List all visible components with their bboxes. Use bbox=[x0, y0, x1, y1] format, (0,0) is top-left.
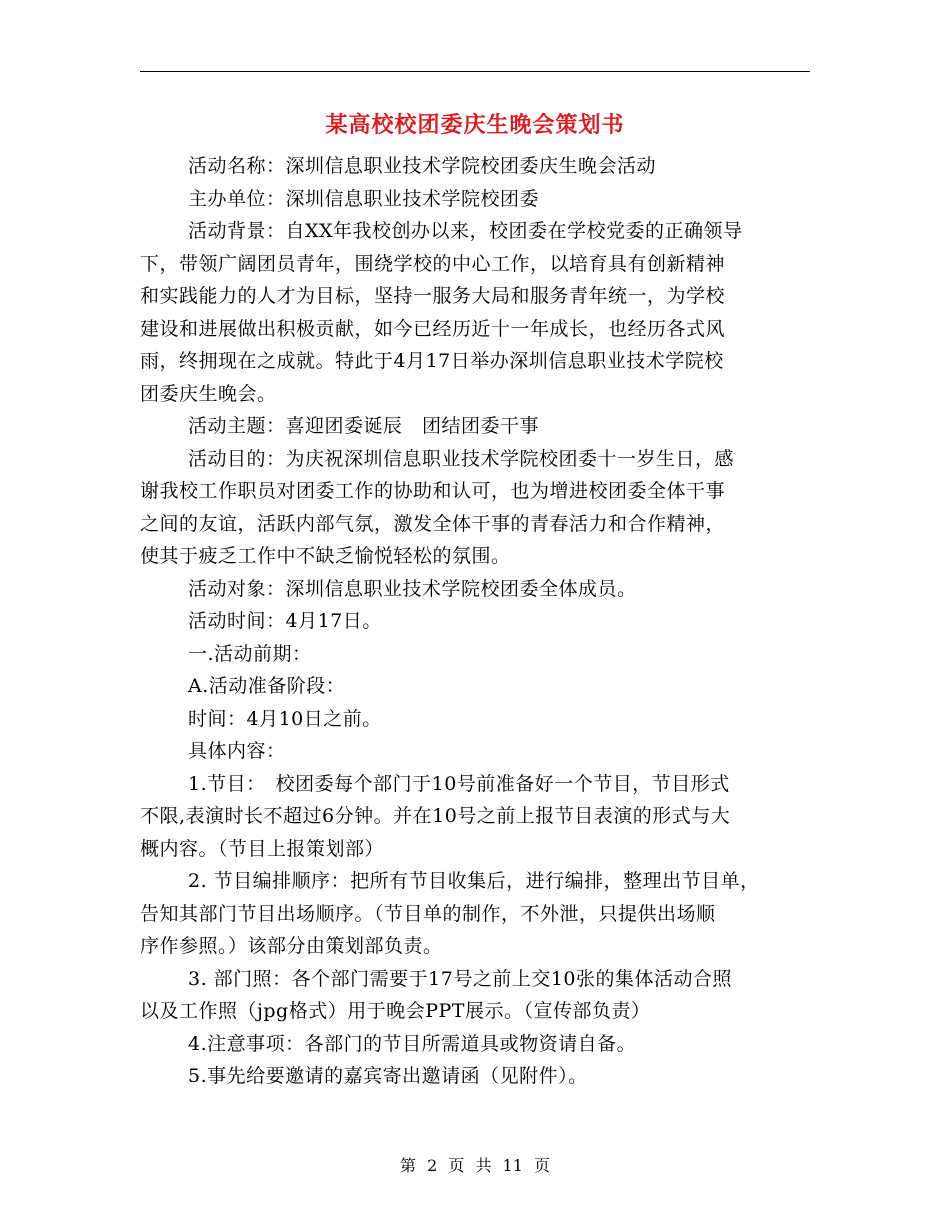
body-line: 以及工作照（jpg格式）用于晚会PPT展示。（宣传部负责） bbox=[140, 1000, 651, 1022]
body-line: 3. 部门照：各个部门需要于17号之前上交10张的集体活动合照 bbox=[188, 967, 733, 990]
body-line: 下，带领广阔团员青年，围绕学校的中心工作，以培育具有创新精神 bbox=[140, 252, 726, 275]
body-line: 不限,表演时长不超过6分钟。并在10号之前上报节目表演的形式与大 bbox=[140, 805, 731, 827]
body-line: 使其于疲乏工作中不缺乏愉悦轻松的氛围。 bbox=[140, 545, 511, 567]
body-line: 概内容。（节目上报策划部） bbox=[140, 837, 385, 860]
body-line: 一.活动前期： bbox=[188, 642, 312, 665]
body-line: 告知其部门节目出场顺序。（节目单的制作，不外泄，只提供出场顺 bbox=[140, 902, 716, 925]
body-line: 活动对象：深圳信息职业技术学院校团委全体成员。 bbox=[188, 577, 637, 600]
body-line: 时间：4月10日之前。 bbox=[188, 707, 382, 730]
header-rule bbox=[140, 71, 810, 72]
body-line: 5.事先给要邀请的嘉宾寄出邀请函（见附件）。 bbox=[188, 1065, 588, 1087]
body-line: 雨，终拥现在之成就。特此于4月17日举办深圳信息职业技术学院校 bbox=[140, 350, 724, 372]
body-line: 序作参照。）该部分由策划部负责。 bbox=[140, 935, 443, 957]
body-line: 团委庆生晚会。 bbox=[140, 382, 277, 405]
body-line: 活动时间：4月17日。 bbox=[188, 610, 382, 632]
body-line: 活动主题：喜迎团委诞辰 团结团委干事 bbox=[188, 415, 540, 437]
body-line: 4.注意事项：各部门的节目所需道具或物资请自备。 bbox=[188, 1032, 637, 1055]
body-line: 具体内容： bbox=[188, 740, 286, 762]
body-line: 1.节目： 校团委每个部门于10号前准备好一个节目，节目形式 bbox=[188, 772, 730, 795]
body-line: 主办单位：深圳信息职业技术学院校团委 bbox=[188, 187, 540, 210]
document-title: 某高校校团委庆生晚会策划书 bbox=[325, 112, 625, 138]
body-line: 活动名称：深圳信息职业技术学院校团委庆生晚会活动 bbox=[188, 155, 657, 177]
page-footer: 第 2 页 共 11 页 bbox=[400, 1156, 550, 1175]
body-line: 建设和进展做出积极贡献，如今已经历近十一年成长，也经历各式风 bbox=[140, 317, 726, 340]
body-line: 之间的友谊，活跃内部气氛，激发全体干事的青春活力和合作精神， bbox=[140, 512, 726, 535]
body-line: 活动背景：自XX年我校创办以来，校团委在学校党委的正确领导 bbox=[188, 220, 743, 242]
body-line: 活动目的：为庆祝深圳信息职业技术学院校团委十一岁生日，感 bbox=[188, 447, 735, 470]
body-line: 2. 节目编排顺序：把所有节目收集后，进行编排，整理出节目单， bbox=[188, 870, 760, 892]
body-line: 和实践能力的人才为目标，坚持一服务大局和服务青年统一，为学校 bbox=[140, 285, 726, 307]
document-body bbox=[140, 150, 810, 1093]
body-line: 谢我校工作职员对团委工作的协助和认可，也为增进校团委全体干事 bbox=[140, 480, 726, 502]
body-line: A.活动准备阶段： bbox=[188, 675, 346, 697]
